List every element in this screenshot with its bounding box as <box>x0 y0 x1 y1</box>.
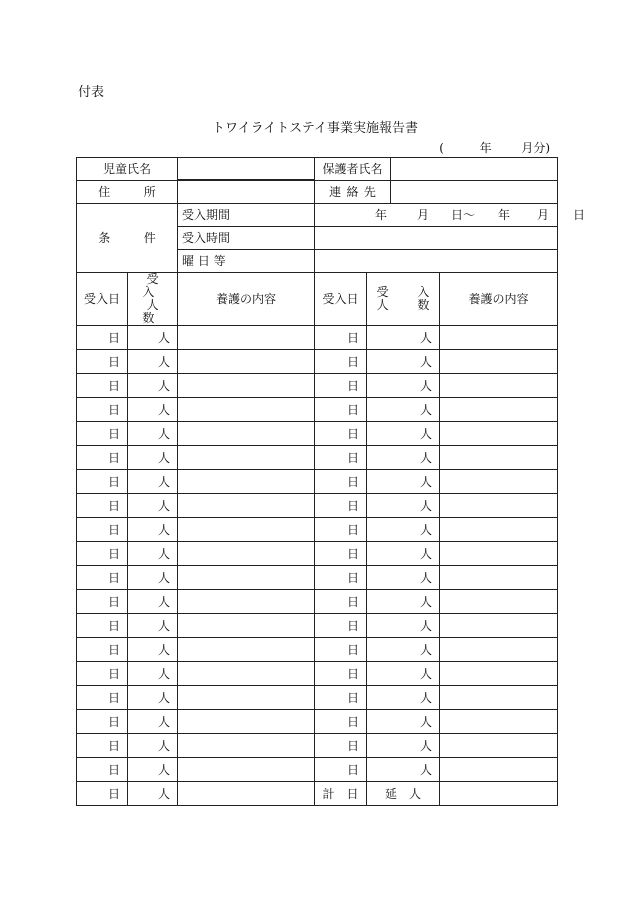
log-count-cell-2[interactable]: 人 <box>367 662 440 686</box>
log-day-cell-2[interactable]: 日 <box>315 590 367 614</box>
log-row <box>77 638 558 662</box>
log-content-cell[interactable] <box>178 758 315 782</box>
log-count-cell[interactable]: 人 <box>128 398 178 422</box>
log-row <box>77 686 558 710</box>
cumulative-label: 延 人 <box>367 782 440 806</box>
log-count-cell-2[interactable]: 人 <box>367 566 440 590</box>
col-count-header-2 <box>367 273 440 326</box>
log-day-cell-2[interactable]: 日 <box>315 494 367 518</box>
log-count-cell-2[interactable]: 人 <box>367 590 440 614</box>
log-count-cell[interactable]: 人 <box>128 566 178 590</box>
log-content-cell-2[interactable] <box>440 734 558 758</box>
log-day-cell-2[interactable]: 日 <box>315 326 367 350</box>
period-day2-unit: 日 <box>573 208 586 222</box>
log-content-cell-2[interactable] <box>440 398 558 422</box>
log-content-cell-2[interactable] <box>440 542 558 566</box>
address-label: 住 所 <box>77 181 178 204</box>
log-row <box>77 398 558 422</box>
period-open: ( <box>439 141 444 155</box>
log-day-cell-2[interactable]: 日 <box>315 710 367 734</box>
log-count-cell-2[interactable]: 人 <box>367 518 440 542</box>
log-content-cell[interactable] <box>178 398 315 422</box>
log-day-cell-2[interactable]: 日 <box>315 350 367 374</box>
log-content-cell[interactable] <box>178 518 315 542</box>
log-content-cell-2[interactable] <box>440 446 558 470</box>
log-content-cell-2[interactable] <box>440 422 558 446</box>
log-count-cell[interactable]: 人 <box>128 686 178 710</box>
log-content-cell-2[interactable] <box>440 566 558 590</box>
col-content-header-2: 養護の内容 <box>440 273 558 326</box>
log-count-cell[interactable]: 人 <box>128 374 178 398</box>
log-content-cell[interactable] <box>178 422 315 446</box>
period-day-from-unit: 日〜 <box>451 208 476 222</box>
log-day-cell[interactable]: 日 <box>77 518 128 542</box>
log-count-cell[interactable]: 人 <box>128 518 178 542</box>
address-field[interactable] <box>178 181 315 204</box>
log-day-cell[interactable]: 日 <box>77 590 128 614</box>
log-day-cell[interactable]: 日 <box>77 326 128 350</box>
log-row <box>77 542 558 566</box>
log-day-cell[interactable]: 日 <box>77 662 128 686</box>
period-year: 年 <box>479 141 492 155</box>
log-count-cell[interactable]: 人 <box>128 590 178 614</box>
log-count-cell[interactable]: 人 <box>128 782 178 806</box>
col-count-header <box>128 272 188 326</box>
log-day-cell[interactable]: 日 <box>77 542 128 566</box>
log-day-cell[interactable]: 日 <box>77 350 128 374</box>
log-day-cell-2[interactable]: 日 <box>315 662 367 686</box>
page-title: トワイライトステイ事業実施報告書 <box>212 121 418 136</box>
period-month: 月分) <box>521 141 550 155</box>
log-day-cell[interactable]: 日 <box>77 422 128 446</box>
log-content-cell-2[interactable] <box>440 326 558 350</box>
log-count-cell-2[interactable]: 人 <box>367 326 440 350</box>
period-year-unit: 年 <box>375 208 388 222</box>
log-day-cell-2[interactable]: 日 <box>315 542 367 566</box>
log-content-cell[interactable] <box>178 686 315 710</box>
child-name-divider <box>178 158 314 180</box>
log-day-cell-2[interactable]: 日 <box>315 758 367 782</box>
weekday-field[interactable] <box>315 250 558 273</box>
log-day-cell-2[interactable]: 日 <box>315 518 367 542</box>
log-day-cell-2[interactable]: 日 <box>315 614 367 638</box>
log-count-cell-2[interactable]: 人 <box>367 350 440 374</box>
log-row <box>77 566 558 590</box>
log-row <box>77 758 558 782</box>
guardian-name-field[interactable] <box>391 158 558 181</box>
log-day-cell-2[interactable]: 日 <box>315 638 367 662</box>
col-count-header-2-top: 受 入 <box>376 285 438 299</box>
log-content-cell-2[interactable] <box>440 782 558 806</box>
log-content-cell-2[interactable] <box>440 350 558 374</box>
col-count-header-bottom: 人 数 <box>142 298 188 325</box>
col-count-header-top: 受 入 <box>142 272 188 299</box>
log-count-cell[interactable]: 人 <box>128 710 178 734</box>
log-content-cell[interactable] <box>178 446 315 470</box>
log-count-cell[interactable]: 人 <box>128 494 178 518</box>
log-row <box>77 782 558 806</box>
contact-field[interactable] <box>391 181 558 204</box>
log-count-cell-2[interactable]: 人 <box>367 734 440 758</box>
log-count-cell-2[interactable]: 人 <box>367 542 440 566</box>
col-date-header: 受入日 <box>77 273 128 326</box>
weekday-label: 曜 日 等 <box>178 250 315 273</box>
log-content-cell-2[interactable] <box>440 662 558 686</box>
log-row <box>77 734 558 758</box>
log-day-cell-2[interactable]: 日 <box>315 422 367 446</box>
log-content-cell[interactable] <box>178 590 315 614</box>
log-content-cell[interactable] <box>178 374 315 398</box>
log-day-cell[interactable]: 日 <box>77 494 128 518</box>
log-count-cell-2[interactable]: 人 <box>367 470 440 494</box>
log-content-cell[interactable] <box>178 662 315 686</box>
log-day-cell[interactable]: 日 <box>77 470 128 494</box>
log-count-cell-2[interactable]: 人 <box>367 758 440 782</box>
log-day-cell[interactable]: 日 <box>77 782 128 806</box>
log-row <box>77 710 558 734</box>
log-day-cell-2[interactable]: 日 <box>315 734 367 758</box>
log-day-cell-2[interactable]: 日 <box>315 566 367 590</box>
guardian-name-label: 保護者氏名 <box>315 158 391 181</box>
log-day-cell[interactable]: 日 <box>77 374 128 398</box>
period-year2-unit: 年 <box>498 208 511 222</box>
col-count-header-2-bottom: 人 数 <box>376 298 438 312</box>
log-content-cell[interactable] <box>178 350 315 374</box>
log-content-cell-2[interactable] <box>440 710 558 734</box>
log-row <box>77 446 558 470</box>
report-period <box>439 141 550 155</box>
log-count-cell[interactable]: 人 <box>128 446 178 470</box>
log-day-cell-2[interactable]: 日 <box>315 398 367 422</box>
log-count-cell[interactable]: 人 <box>128 758 178 782</box>
log-content-cell[interactable] <box>178 734 315 758</box>
log-day-cell[interactable]: 日 <box>77 398 128 422</box>
appendix-label: 付表 <box>78 85 105 100</box>
log-count-cell[interactable]: 人 <box>128 614 178 638</box>
child-name-field[interactable] <box>178 158 315 181</box>
log-count-cell-2[interactable]: 人 <box>367 494 440 518</box>
log-day-cell[interactable]: 日 <box>77 734 128 758</box>
conditions-label: 条 件 <box>77 204 178 273</box>
log-count-cell-2[interactable]: 人 <box>367 710 440 734</box>
log-row <box>77 494 558 518</box>
child-name-label: 児童氏名 <box>77 158 178 181</box>
log-content-cell-2[interactable] <box>440 494 558 518</box>
log-day-cell[interactable]: 日 <box>77 686 128 710</box>
log-content-cell[interactable] <box>178 566 315 590</box>
log-day-cell-2[interactable]: 日 <box>315 470 367 494</box>
log-count-cell[interactable]: 人 <box>128 638 178 662</box>
log-count-cell-2[interactable]: 人 <box>367 638 440 662</box>
log-day-cell[interactable]: 日 <box>77 614 128 638</box>
log-row <box>77 662 558 686</box>
period-month2-unit: 月 <box>537 208 550 222</box>
log-content-cell[interactable] <box>178 614 315 638</box>
acceptance-period-field[interactable] <box>315 204 586 227</box>
log-content-cell[interactable] <box>178 542 315 566</box>
log-count-cell-2[interactable]: 人 <box>367 446 440 470</box>
log-content-cell[interactable] <box>178 326 315 350</box>
log-content-cell-2[interactable] <box>440 686 558 710</box>
log-row <box>77 422 558 446</box>
contact-label: 連絡先 <box>315 181 391 204</box>
period-month-unit: 月 <box>417 208 430 222</box>
log-day-cell[interactable]: 日 <box>77 710 128 734</box>
log-count-cell-2[interactable]: 人 <box>367 686 440 710</box>
log-content-cell[interactable] <box>178 710 315 734</box>
col-date-header-2: 受入日 <box>315 273 367 326</box>
log-content-cell-2[interactable] <box>440 614 558 638</box>
log-day-cell[interactable]: 日 <box>77 638 128 662</box>
log-day-cell[interactable]: 日 <box>77 566 128 590</box>
acceptance-time-field[interactable] <box>315 227 558 250</box>
total-days-label: 計 日 <box>315 782 367 806</box>
log-count-cell[interactable]: 人 <box>128 350 178 374</box>
log-content-cell-2[interactable] <box>440 374 558 398</box>
log-count-cell-2[interactable]: 人 <box>367 398 440 422</box>
log-count-cell[interactable]: 人 <box>128 422 178 446</box>
log-content-cell-2[interactable] <box>440 590 558 614</box>
log-content-cell-2[interactable] <box>440 638 558 662</box>
log-content-cell[interactable] <box>178 638 315 662</box>
log-row <box>77 518 558 542</box>
log-day-cell[interactable]: 日 <box>77 758 128 782</box>
log-row <box>77 470 558 494</box>
log-day-cell-2[interactable]: 日 <box>315 686 367 710</box>
log-row <box>77 326 558 350</box>
log-day-cell[interactable]: 日 <box>77 446 128 470</box>
acceptance-time-label: 受入時間 <box>178 227 315 250</box>
log-count-cell-2[interactable]: 人 <box>367 422 440 446</box>
log-count-cell[interactable]: 人 <box>128 326 178 350</box>
log-count-cell[interactable]: 人 <box>128 542 178 566</box>
log-content-cell[interactable] <box>178 494 315 518</box>
log-day-cell-2[interactable]: 日 <box>315 374 367 398</box>
log-row <box>77 590 558 614</box>
log-count-cell[interactable]: 人 <box>128 662 178 686</box>
log-content-cell-2[interactable] <box>440 758 558 782</box>
log-count-cell-2[interactable]: 人 <box>367 374 440 398</box>
report-form-table <box>76 157 586 806</box>
acceptance-period-label: 受入期間 <box>178 204 315 227</box>
log-row <box>77 374 558 398</box>
log-count-cell-2[interactable]: 人 <box>367 614 440 638</box>
log-count-cell[interactable]: 人 <box>128 734 178 758</box>
log-row <box>77 350 558 374</box>
log-content-cell[interactable] <box>178 782 315 806</box>
log-count-cell[interactable]: 人 <box>128 470 178 494</box>
log-day-cell-2[interactable]: 日 <box>315 446 367 470</box>
log-row <box>77 614 558 638</box>
col-content-header: 養護の内容 <box>178 273 315 326</box>
log-content-cell-2[interactable] <box>440 518 558 542</box>
log-content-cell-2[interactable] <box>440 470 558 494</box>
log-content-cell[interactable] <box>178 470 315 494</box>
